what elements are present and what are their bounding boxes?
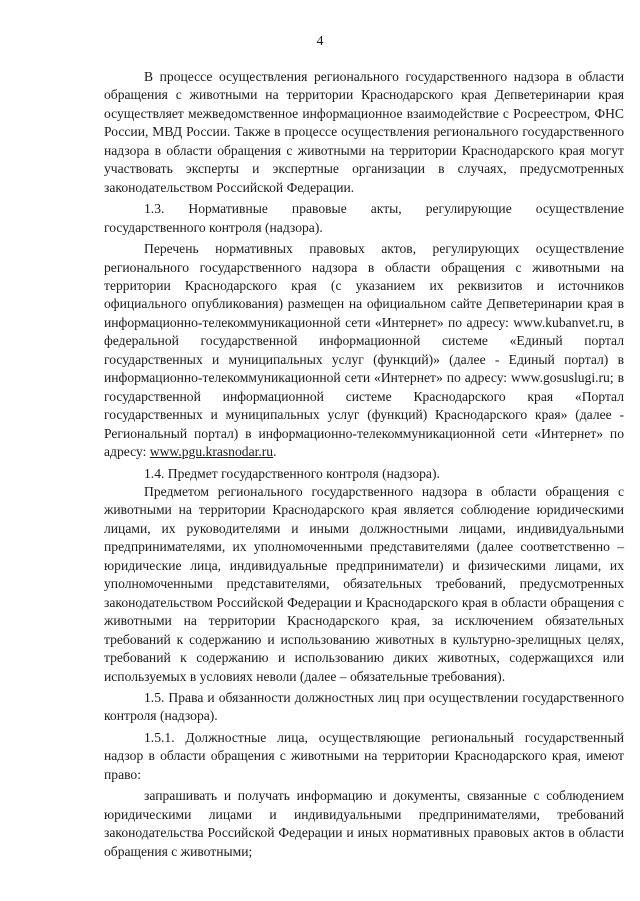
- section-heading-1-5-1: 1.5.1. Должностные лица, осуществляющие региональный государственный надзор в области обращения с животными на территории Краснодарского края, имеют право:: [104, 729, 624, 782]
- page-number: 4: [316, 34, 324, 49]
- link-suffix: .: [273, 444, 277, 460]
- section-heading-1-3: 1.3. Нормативные правовые акты, регулирующие осуществление государственного контроля (надзора).: [104, 201, 624, 235]
- section-heading-1-4: 1.4. Предмет государственного контроля (надзора).: [144, 465, 440, 481]
- paragraph-legal-acts: [104, 240, 624, 461]
- paragraph-legal-acts-text: Перечень нормативных правовых актов, регулирующих осуществление регионального государственного надзора в области обращения с животными на территории Краснодарского края (с указанием их реквизитов и источников официального опубликования) размещен на официальном сайте Депветеринарии края в информационно-телекоммуникационной сети «Интернет» по адресу: www.kubanvet.ru, в федеральной государственной информационной системе «Единый портал государственных и муниципальных услуг (функций)» (далее - Единый портал) в информационно-телекоммуникационной сети «Интернет» по адресу: www.gosuslugi.ru; в государственной информационной системе Краснодарского края «Портал государственных и муниципальных услуг (функций) Краснодарского края» (далее - Региональный портал) в информационно-телекоммуникационной сети «Интернет» по адресу:: [104, 241, 624, 460]
- section-heading-1-5: 1.5. Права и обязанности должностных лиц при осуществлении государственного контроля (надзора).: [104, 689, 624, 724]
- paragraph-rights-request: запрашивать и получать информацию и документы, связанные с соблюдением юридическими лицами и индивидуальными предпринимателями, требований законодательства Российской Федерации и иных нормативных правовых актов в области обращения с животными;: [104, 788, 624, 859]
- paragraph-subject: Предметом регионального государственного надзора в области обращения с животными на территории Краснодарского края является соблюдение юридическими лицами, их руководителями и иными должностными лицами, индивидуальными предпринимателями, их уполномоченными представителями (далее соответственно – юридические лица, индивидуальные предприниматели) и физическими лицами, их уполномоченными представителями, обязательных требований, предусмотренных законодательством Российской Федерации и Краснодарского края в области обращения с животными на территории Краснодарского края, за исключением обязательных требований к содержанию и использованию животных в культурно-зрелищных целях, требований к содержанию и использованию диких животных, содержащихся или используемых в условиях неволи (далее – обязательные требования).: [104, 483, 624, 684]
- regional-portal-link[interactable]: www.pgu.krasnodar.ru: [149, 444, 274, 460]
- paragraph-interaction: В процессе осуществления регионального государственного надзора в области обращения с животными на территории Краснодарского края Депветеринарии края осуществляет межведомственное информационное взаимодействие с Росреестром, ФНС России, МВД России. Также в процессе осуществления регионального государственного надзора в области обращения с животными на территории Краснодарского края могут участвовать эксперты и экспертные организации в случаях, предусмотренных законодательством Российской Федерации.: [104, 69, 624, 195]
- document-body: [104, 68, 624, 864]
